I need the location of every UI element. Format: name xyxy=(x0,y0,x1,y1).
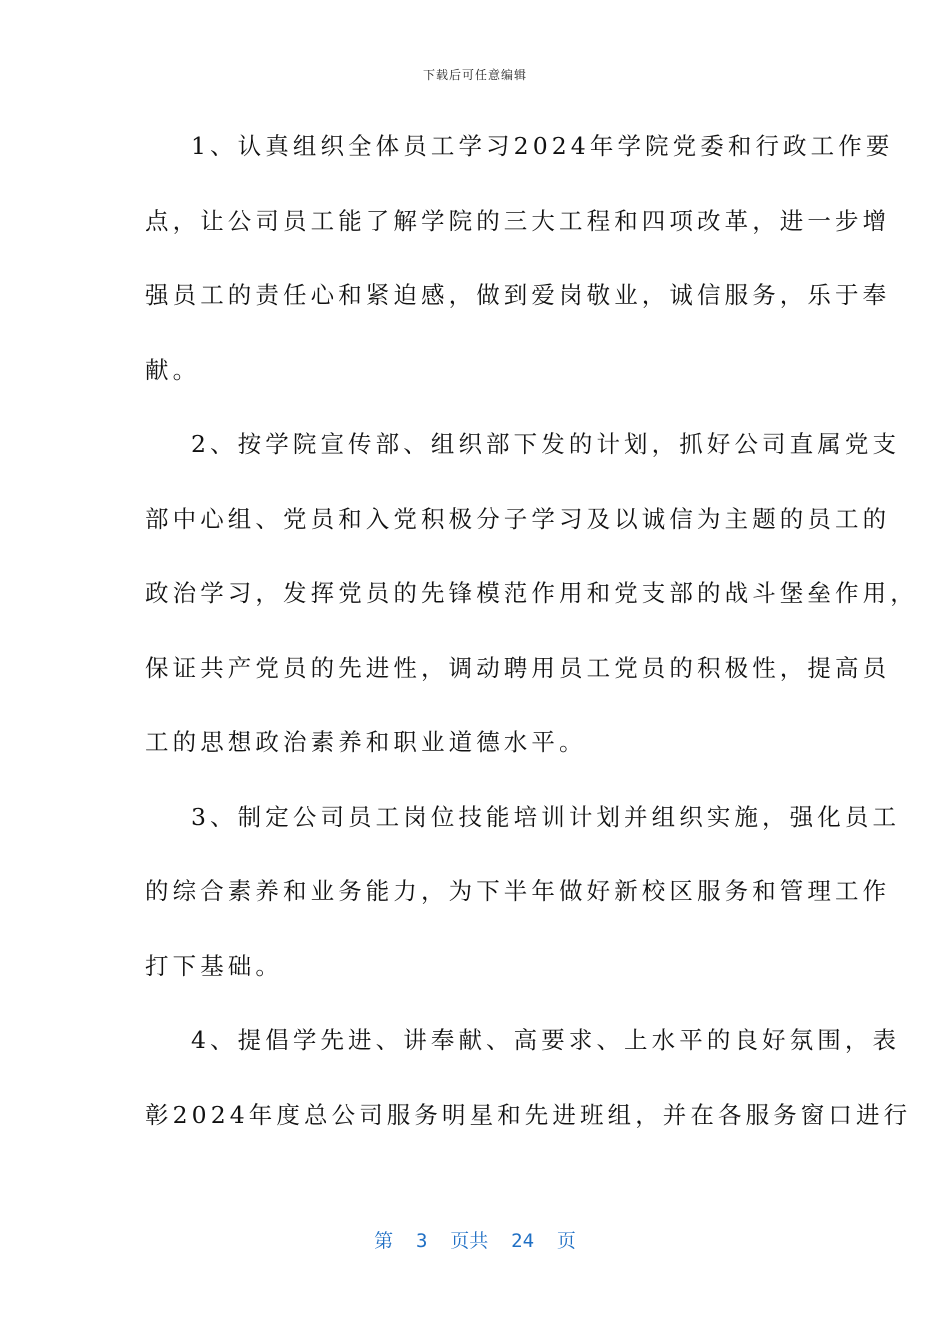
text-line: 打下基础。 xyxy=(145,951,283,980)
text-line: 政治学习，发挥党员的先锋模范作用和党支部的战斗堡垒作用， xyxy=(145,579,918,607)
paragraph-1 xyxy=(145,120,894,418)
text-line: 献。 xyxy=(145,355,201,384)
text-line: 工的思想政治素养和职业道德水平。 xyxy=(145,728,587,756)
text-line: 保证共产党员的先进性，调动聘用员工党员的积极性，提高员 xyxy=(145,653,891,682)
text-line: 点，让公司员工能了解学院的三大工程和四项改革，进一步增 xyxy=(145,206,891,235)
paragraph-3 xyxy=(145,791,901,1015)
text-line: 部中心组、党员和入党积极分子学习及以诚信为主题的员工的 xyxy=(145,504,891,533)
text-line: 4、提倡学先进、讲奉献、高要求、上水平的良好氛围，表 xyxy=(191,1026,901,1054)
text-line: 2、按学院宣传部、组织部下发的计划，抓好公司直属党支 xyxy=(191,430,901,458)
text-line: 3、制定公司员工岗位技能培训计划并组织实施，强化员工 xyxy=(191,802,901,831)
text-line: 1、认真组织全体员工学习2024年学院党委和行政工作要 xyxy=(191,132,894,160)
text-line: 的综合素养和业务能力，为下半年做好新校区服务和管理工作 xyxy=(145,877,891,905)
paragraph-2 xyxy=(145,418,918,791)
document-body xyxy=(145,120,918,1163)
page-number-footer: 第 3 页共 24 页 xyxy=(374,1230,576,1252)
paragraph-4 xyxy=(145,1014,912,1163)
text-line: 彰2024年度总公司服务明星和先进班组，并在各服务窗口进行 xyxy=(145,1100,912,1129)
text-line: 强员工的责任心和紧迫感，做到爱岗敬业，诚信服务，乐于奉 xyxy=(145,281,891,309)
header-note: 下载后可任意编辑 xyxy=(422,68,527,82)
